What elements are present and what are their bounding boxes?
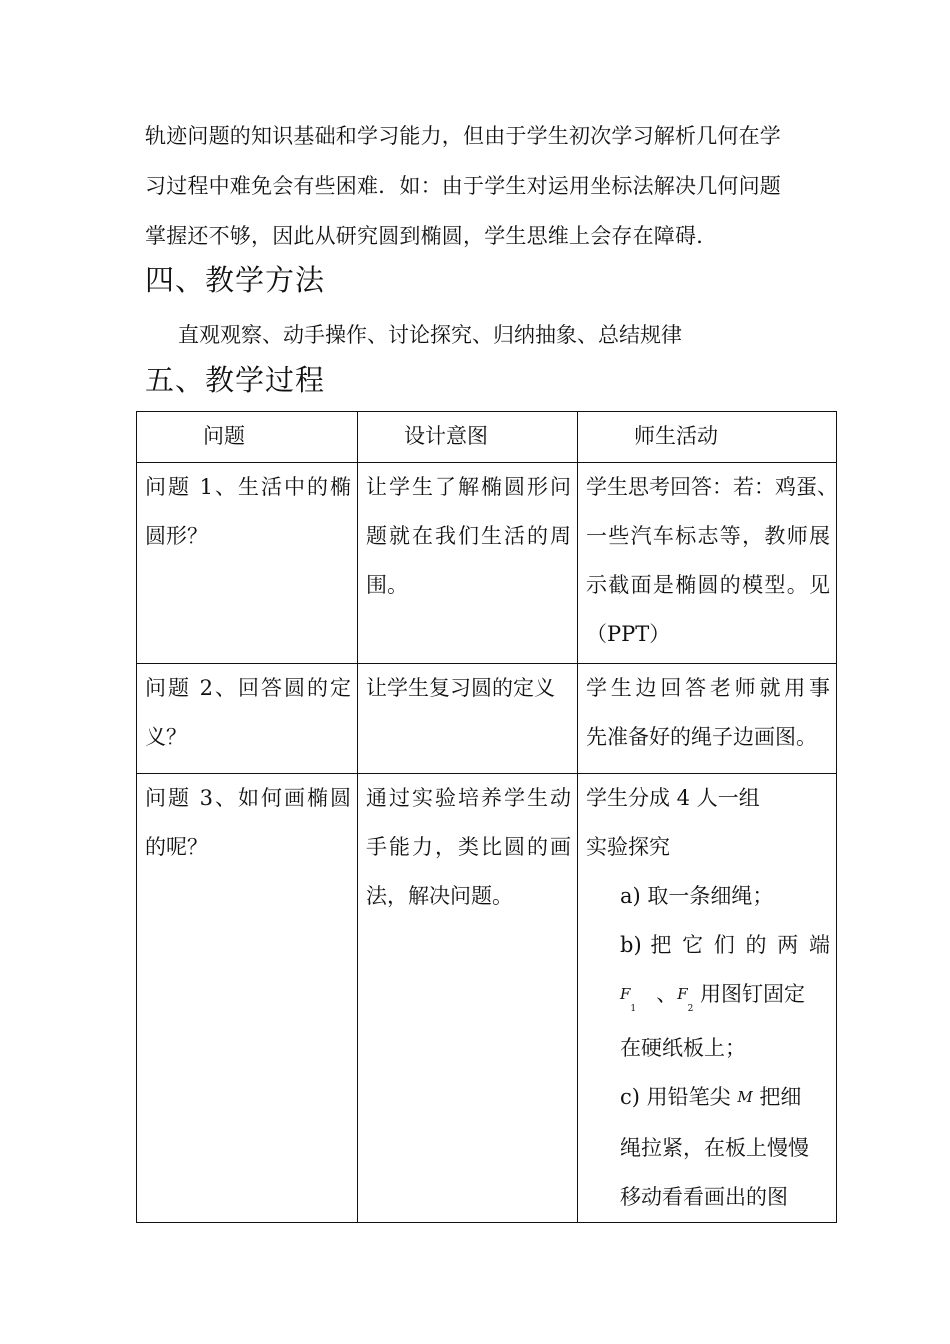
table-row bbox=[137, 664, 837, 774]
row2-intent: 让学生复习圆的定义 bbox=[358, 664, 578, 774]
intro-line-2: 习过程中难免会有些困难．如：由于学生对运用坐标法解决几何问题 bbox=[145, 174, 781, 198]
row2-activity: 学生边回答老师就用事 先准备好的绳子边画图。 bbox=[578, 664, 837, 774]
step-b-foci: $F_1$ 、$F_2$ 用图钉固定 bbox=[620, 982, 806, 1014]
teaching-methods: 直观观察、动手操作、讨论探究、归纳抽象、总结规律 bbox=[178, 323, 682, 347]
intro-line-1: 轨迹问题的知识基础和学习能力，但由于学生初次学习解析几何在学 bbox=[145, 124, 781, 148]
section-5-heading: 五、教学过程 bbox=[145, 363, 326, 397]
row3-activity: 学生分成 4 人一组 实验探究 a) 取一条细绳； b) 把 它 们 的 两 端 $F_1$ 、$F_2$ 用图钉固定 在硬纸板上； c) 用铅笔尖 M 把细 绳拉紧，在板上慢慢 移动看看画出的图 bbox=[578, 774, 837, 1223]
row1-intent: 让学生了解椭圆形问 题就在我们生活的周 围。 bbox=[358, 463, 578, 664]
table-row bbox=[137, 463, 837, 664]
table-header-row bbox=[137, 412, 837, 463]
row3-question: 问题 3、如何画椭圆 的呢？ bbox=[137, 774, 358, 1223]
row3-intent: 通过实验培养学生动 手能力，类比圆的画 法，解决问题。 bbox=[358, 774, 578, 1223]
header-intent: 设计意图 bbox=[358, 412, 578, 463]
teaching-process-table bbox=[136, 411, 837, 1223]
header-question: 问题 bbox=[137, 412, 358, 463]
section-4-heading: 四、教学方法 bbox=[145, 263, 326, 297]
row2-question: 问题 2、回答圆的定 义？ bbox=[137, 664, 358, 774]
header-activity: 师生活动 bbox=[578, 412, 837, 463]
table-row bbox=[137, 774, 837, 1223]
row1-activity: 学生思考回答：若：鸡蛋、 一些汽车标志等，教师展 示截面是椭圆的模型。见 （PPT） bbox=[578, 463, 837, 664]
intro-paragraph bbox=[145, 111, 825, 261]
intro-line-3: 掌握还不够，因此从研究圆到椭圆，学生思维上会存在障碍． bbox=[145, 224, 718, 248]
step-c: c) 用铅笔尖 M 把细 bbox=[620, 1085, 802, 1109]
step-a: a) 取一条细绳； bbox=[620, 884, 774, 908]
step-b: b) 把 它 们 的 两 端 bbox=[620, 933, 830, 957]
row1-question: 问题 1、生活中的椭 圆形？ bbox=[137, 463, 358, 664]
